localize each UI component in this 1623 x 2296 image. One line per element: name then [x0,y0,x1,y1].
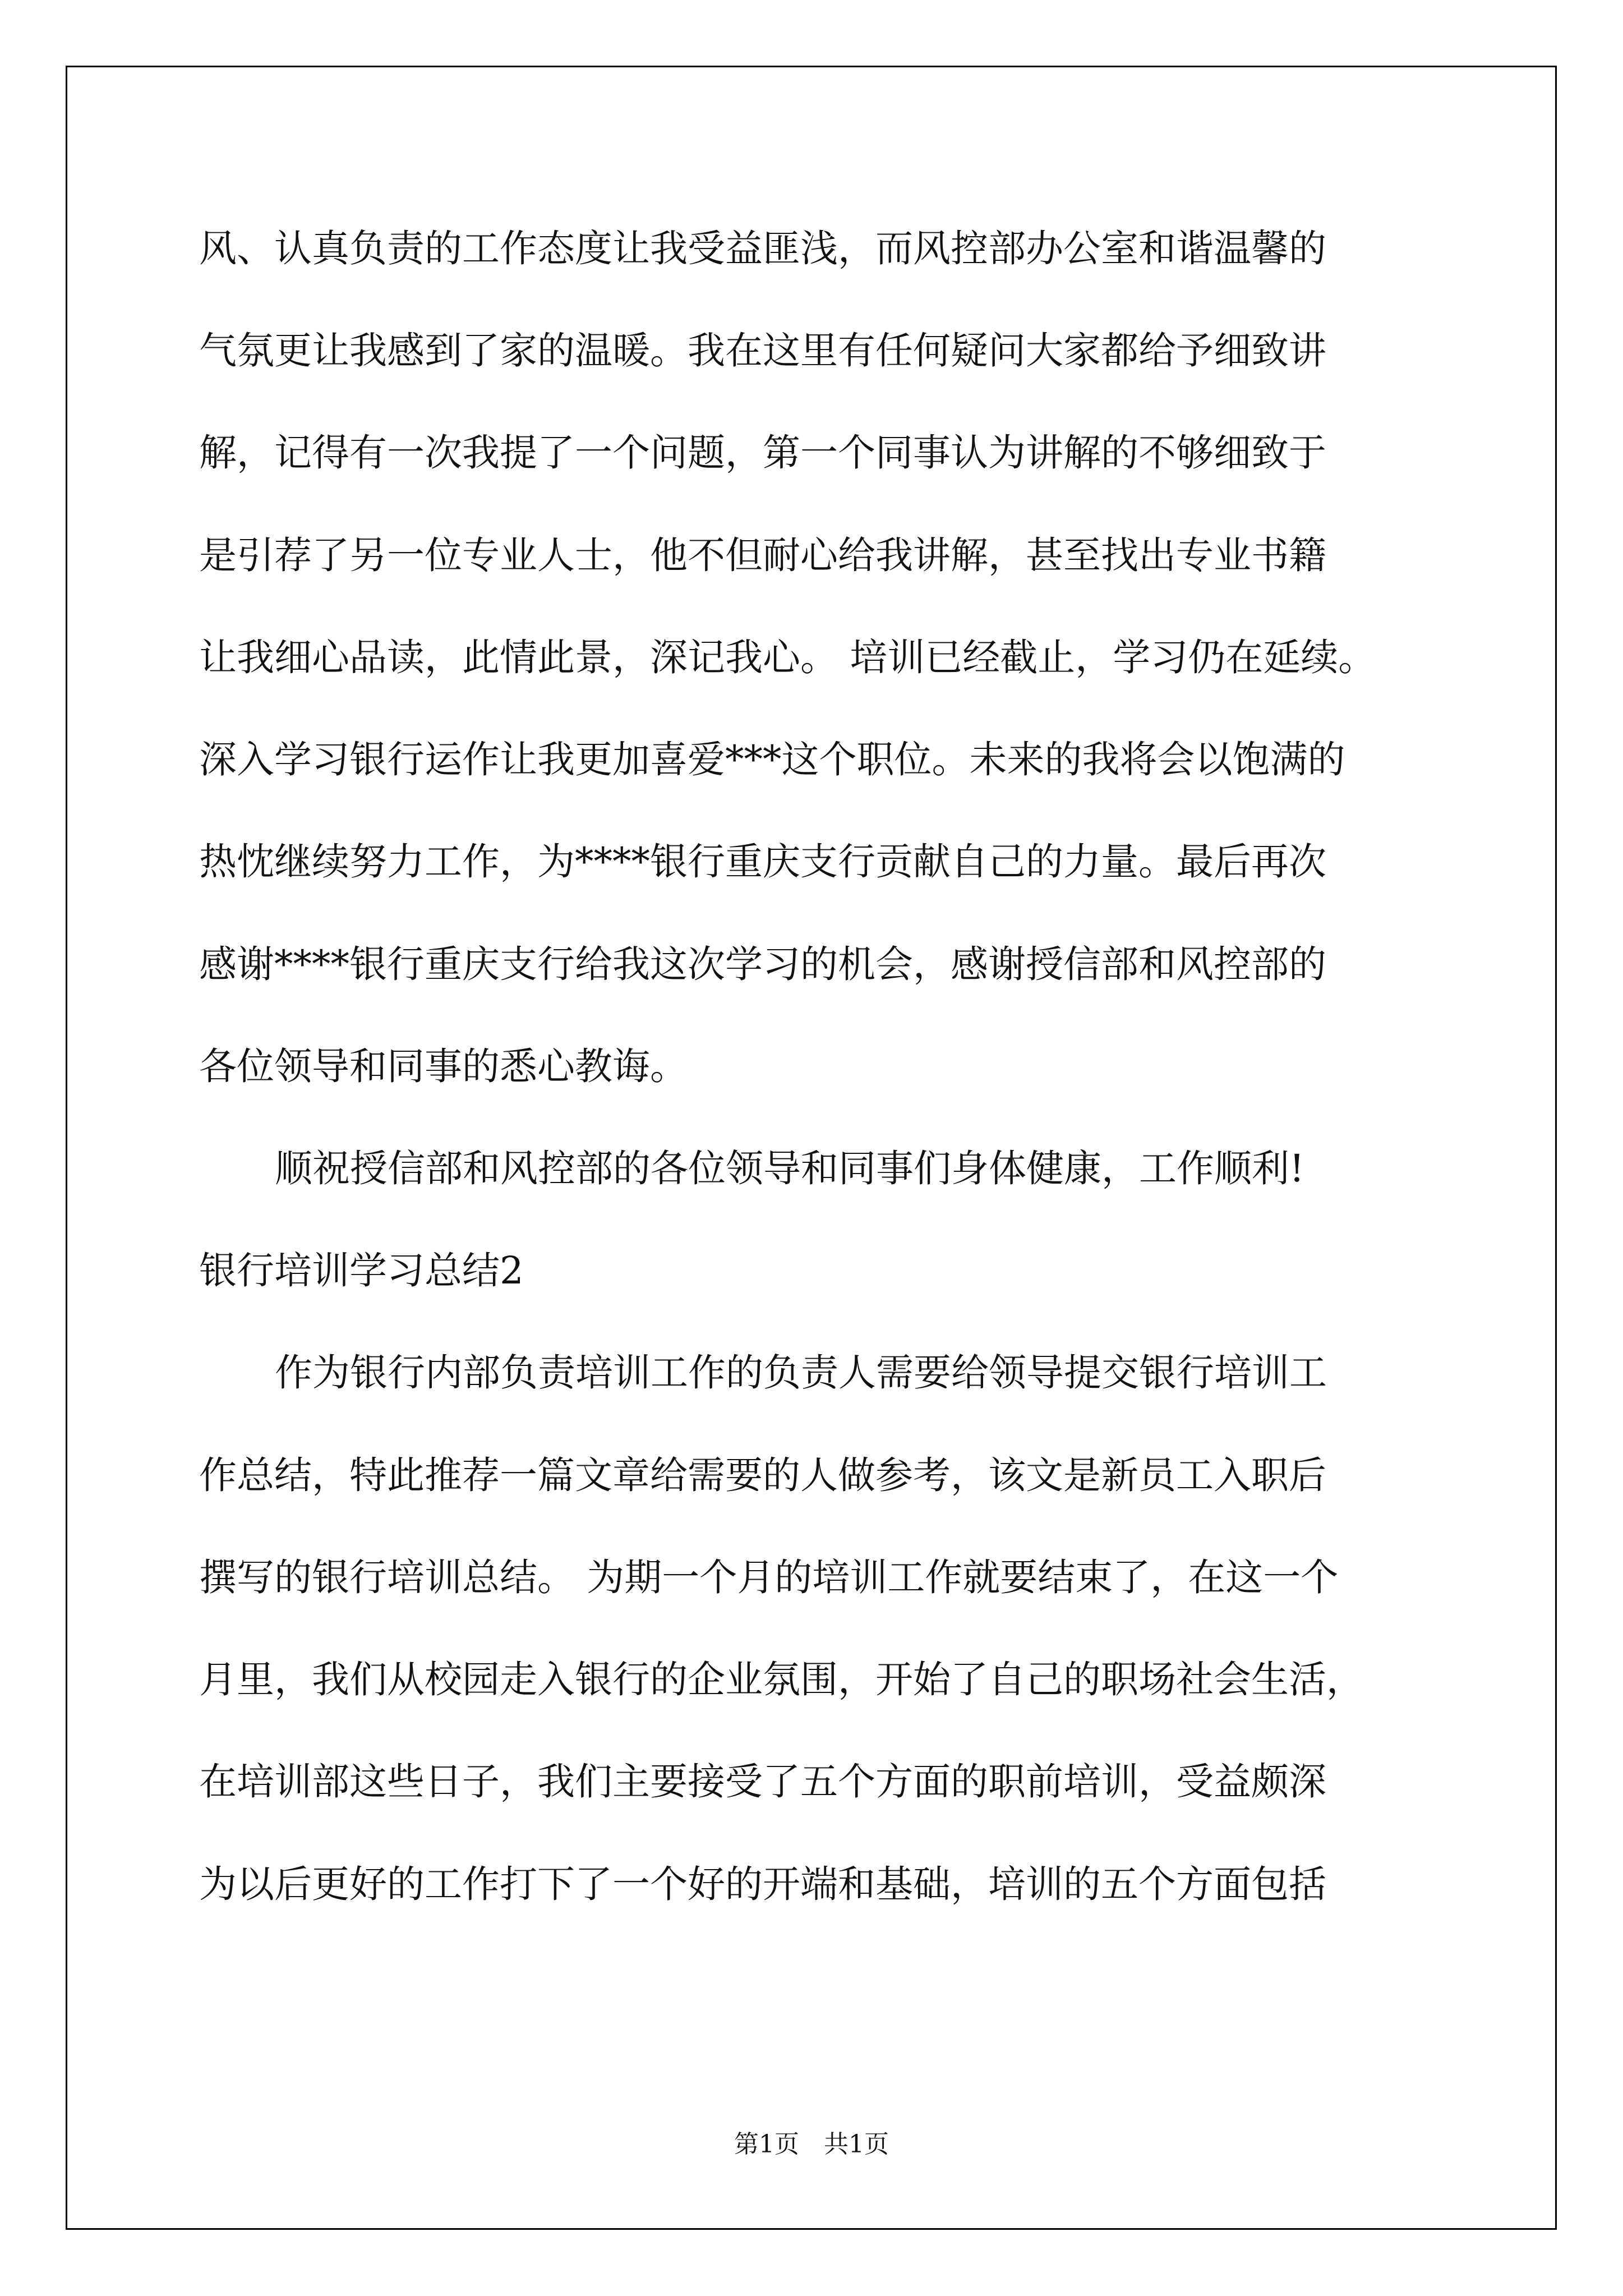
paragraph-1-line-4: 是引荐了另一位专业人士，他不但耐心给我讲解，甚至找出专业书籍 [199,533,1326,577]
paragraph-1-line-3: 解，记得有一次我提了一个问题，第一个同事认为讲解的不够细致于 [199,431,1326,475]
paragraph-1-line-2: 气氛更让我感到了家的温暖。我在这里有任何疑问大家都给予细致讲 [199,329,1326,372]
paragraph-3-line-2: 作总结，特此推荐一篇文章给需要的人做参考，该文是新员工入职后 [199,1453,1326,1497]
page-footer: 第1页 共1页 [734,2130,889,2159]
paragraph-3-line-3: 撰写的银行培训总结。 为期一个月的培训工作就要结束了，在这一个 [199,1556,1339,1599]
paragraph-1-line-8: 感谢****银行重庆支行给我这次学习的机会，感谢授信部和风控部的 [199,942,1326,986]
paragraph-2-line-1: 顺祝授信部和风控部的各位领导和同事们身体健康，工作顺利! [275,1147,1304,1190]
paragraph-1-line-9: 各位领导和同事的悉心教诲。 [199,1045,688,1088]
paragraph-1-line-1: 风、认真负责的工作态度让我受益匪浅，而风控部办公室和谐温馨的 [199,227,1326,270]
paragraph-3-line-6: 为以后更好的工作打下了一个好的开端和基础，培训的五个方面包括 [199,1862,1326,1906]
paragraph-3-line-1: 作为银行内部负责培训工作的负责人需要给领导提交银行培训工 [275,1351,1327,1395]
paragraph-1-line-5: 让我细心品读，此情此景，深记我心。 培训已经截止，学习仍在延续。 [199,636,1376,679]
paragraph-1-line-7: 热忱继续努力工作，为****银行重庆支行贡献自己的力量。最后再次 [199,840,1326,884]
section-heading: 银行培训学习总结2 [199,1249,524,1292]
paragraph-3-line-5: 在培训部这些日子，我们主要接受了五个方面的职前培训，受益颇深 [199,1760,1326,1803]
paragraph-1-line-6: 深入学习银行运作让我更加喜爱***这个职位。未来的我将会以饱满的 [199,738,1345,781]
paragraph-3-line-4: 月里，我们从校园走入银行的企业氛围，开始了自己的职场社会生活， [199,1658,1364,1701]
